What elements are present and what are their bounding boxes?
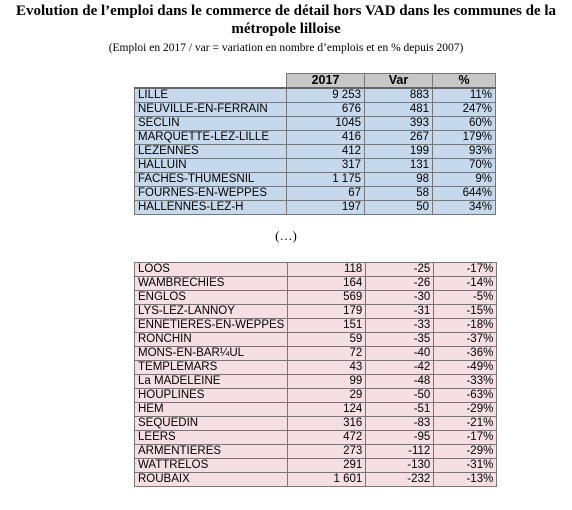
commune-cell: NEUVILLE-EN-FERRAIN <box>135 103 287 117</box>
variation-cell: 883 <box>365 88 433 103</box>
header-pct: % <box>433 74 496 89</box>
commune-cell: HALLENNES-LEZ-H <box>135 201 287 215</box>
variation-cell: 267 <box>365 131 433 145</box>
table-row <box>135 201 496 215</box>
table-row <box>135 333 497 347</box>
variation-cell: -30 <box>366 291 434 305</box>
variation-cell: -42 <box>366 361 434 375</box>
document-title: Evolution de l’emploi dans le commerce de détail hors VAD dans les communes de la métropole lilloise <box>15 3 556 37</box>
table-row <box>135 117 496 131</box>
percent-cell: -15% <box>434 305 497 319</box>
table-row <box>135 187 496 201</box>
percent-cell: 11% <box>433 88 496 103</box>
table-row <box>135 417 497 431</box>
table-row <box>135 459 497 473</box>
commune-cell: SECLIN <box>135 117 287 131</box>
emploi-2017-cell: 124 <box>288 403 366 417</box>
emploi-2017-cell: 118 <box>288 263 366 277</box>
emploi-2017-cell: 569 <box>288 291 366 305</box>
commune-cell: WATTRELOS <box>135 459 288 473</box>
emploi-2017-cell: 29 <box>288 389 366 403</box>
emploi-2017-cell: 164 <box>288 277 366 291</box>
percent-cell: -63% <box>434 389 497 403</box>
variation-cell: -25 <box>366 263 434 277</box>
header-2017: 2017 <box>287 74 365 89</box>
table-row <box>135 361 497 375</box>
emploi-2017-cell: 317 <box>287 159 365 173</box>
commune-cell: WAMBRECHIES <box>135 277 288 291</box>
table-row <box>135 88 496 103</box>
commune-cell: LOOS <box>135 263 288 277</box>
header-var: Var <box>365 74 433 89</box>
variation-cell: -51 <box>366 403 434 417</box>
commune-cell: LEZENNES <box>135 145 287 159</box>
commune-cell: HALLUIN <box>135 159 287 173</box>
table-row <box>135 403 497 417</box>
emploi-2017-cell: 316 <box>288 417 366 431</box>
percent-cell: -37% <box>434 333 497 347</box>
percent-cell: -5% <box>434 291 497 305</box>
table-row <box>135 173 496 187</box>
top-communes-table <box>134 73 496 215</box>
percent-cell: -49% <box>434 361 497 375</box>
variation-cell: 98 <box>365 173 433 187</box>
percent-cell: -21% <box>434 417 497 431</box>
variation-cell: 199 <box>365 145 433 159</box>
variation-cell: -35 <box>366 333 434 347</box>
commune-cell: FOURNES-EN-WEPPES <box>135 187 287 201</box>
percent-cell: -17% <box>434 263 497 277</box>
variation-cell: -31 <box>366 305 434 319</box>
emploi-2017-cell: 472 <box>288 431 366 445</box>
percent-cell: -18% <box>434 319 497 333</box>
table-row <box>135 263 497 277</box>
variation-cell: -48 <box>366 375 434 389</box>
emploi-2017-cell: 412 <box>287 145 365 159</box>
emploi-2017-cell: 1 601 <box>288 473 366 487</box>
top-table-body <box>135 88 496 215</box>
variation-cell: -232 <box>366 473 434 487</box>
table-row <box>135 131 496 145</box>
percent-cell: 70% <box>433 159 496 173</box>
emploi-2017-cell: 179 <box>288 305 366 319</box>
variation-cell: 131 <box>365 159 433 173</box>
emploi-2017-cell: 1045 <box>287 117 365 131</box>
emploi-2017-cell: 9 253 <box>287 88 365 103</box>
emploi-2017-cell: 99 <box>288 375 366 389</box>
percent-cell: -29% <box>434 403 497 417</box>
commune-cell: ENNETIERES-EN-WEPPES <box>135 319 288 333</box>
commune-cell: HEM <box>135 403 288 417</box>
emploi-2017-cell: 1 175 <box>287 173 365 187</box>
percent-cell: -33% <box>434 375 497 389</box>
variation-cell: 58 <box>365 187 433 201</box>
table-row <box>135 159 496 173</box>
table-row <box>135 277 497 291</box>
variation-cell: -26 <box>366 277 434 291</box>
percent-cell: -29% <box>434 445 497 459</box>
percent-cell: 34% <box>433 201 496 215</box>
variation-cell: -130 <box>366 459 434 473</box>
table-row <box>135 103 496 117</box>
percent-cell: 93% <box>433 145 496 159</box>
table-row <box>135 445 497 459</box>
commune-cell: La MADELEINE <box>135 375 288 389</box>
percent-cell: 9% <box>433 173 496 187</box>
commune-cell: MONS-EN-BAR¼UL <box>135 347 288 361</box>
percent-cell: 60% <box>433 117 496 131</box>
emploi-2017-cell: 43 <box>288 361 366 375</box>
document-subtitle: (Emploi en 2017 / var = variation en nombre d’emplois et en % depuis 2007) <box>108 42 464 54</box>
emploi-2017-cell: 151 <box>288 319 366 333</box>
bottom-communes-table <box>134 262 497 487</box>
emploi-2017-cell: 291 <box>288 459 366 473</box>
table-row <box>135 347 497 361</box>
percent-cell: -14% <box>434 277 497 291</box>
variation-cell: 50 <box>365 201 433 215</box>
emploi-2017-cell: 72 <box>288 347 366 361</box>
commune-cell: LILLE <box>135 88 287 103</box>
emploi-2017-cell: 676 <box>287 103 365 117</box>
commune-cell: LYS-LEZ-LANNOY <box>135 305 288 319</box>
commune-cell: FACHES-THUMESNIL <box>135 173 287 187</box>
variation-cell: -40 <box>366 347 434 361</box>
emploi-2017-cell: 67 <box>287 187 365 201</box>
emploi-2017-cell: 197 <box>287 201 365 215</box>
commune-cell: HOUPLINES <box>135 389 288 403</box>
emploi-2017-cell: 273 <box>288 445 366 459</box>
commune-cell: LEERS <box>135 431 288 445</box>
table-row <box>135 431 497 445</box>
table-row <box>135 375 497 389</box>
table-header-row <box>135 74 496 89</box>
variation-cell: 481 <box>365 103 433 117</box>
variation-cell: -95 <box>366 431 434 445</box>
variation-cell: 393 <box>365 117 433 131</box>
bottom-table-body <box>135 263 497 487</box>
commune-cell: RONCHIN <box>135 333 288 347</box>
percent-cell: -13% <box>434 473 497 487</box>
commune-cell: SEQUEDIN <box>135 417 288 431</box>
table-row <box>135 291 497 305</box>
table-row <box>135 145 496 159</box>
ellipsis-text: (…) <box>275 228 297 243</box>
percent-cell: -36% <box>434 347 497 361</box>
percent-cell: -31% <box>434 459 497 473</box>
percent-cell: 247% <box>433 103 496 117</box>
variation-cell: -50 <box>366 389 434 403</box>
emploi-2017-cell: 416 <box>287 131 365 145</box>
commune-cell: ARMENTIERES <box>135 445 288 459</box>
table-row <box>135 473 497 487</box>
variation-cell: -112 <box>366 445 434 459</box>
commune-cell: ENGLOS <box>135 291 288 305</box>
table-row <box>135 319 497 333</box>
commune-cell: TEMPLEMARS <box>135 361 288 375</box>
variation-cell: -83 <box>366 417 434 431</box>
emploi-2017-cell: 59 <box>288 333 366 347</box>
commune-cell: MARQUETTE-LEZ-LILLE <box>135 131 287 145</box>
table-row <box>135 305 497 319</box>
percent-cell: -17% <box>434 431 497 445</box>
table-row <box>135 389 497 403</box>
percent-cell: 179% <box>433 131 496 145</box>
percent-cell: 644% <box>433 187 496 201</box>
commune-cell: ROUBAIX <box>135 473 288 487</box>
header-empty-cell <box>135 74 287 89</box>
variation-cell: -33 <box>366 319 434 333</box>
